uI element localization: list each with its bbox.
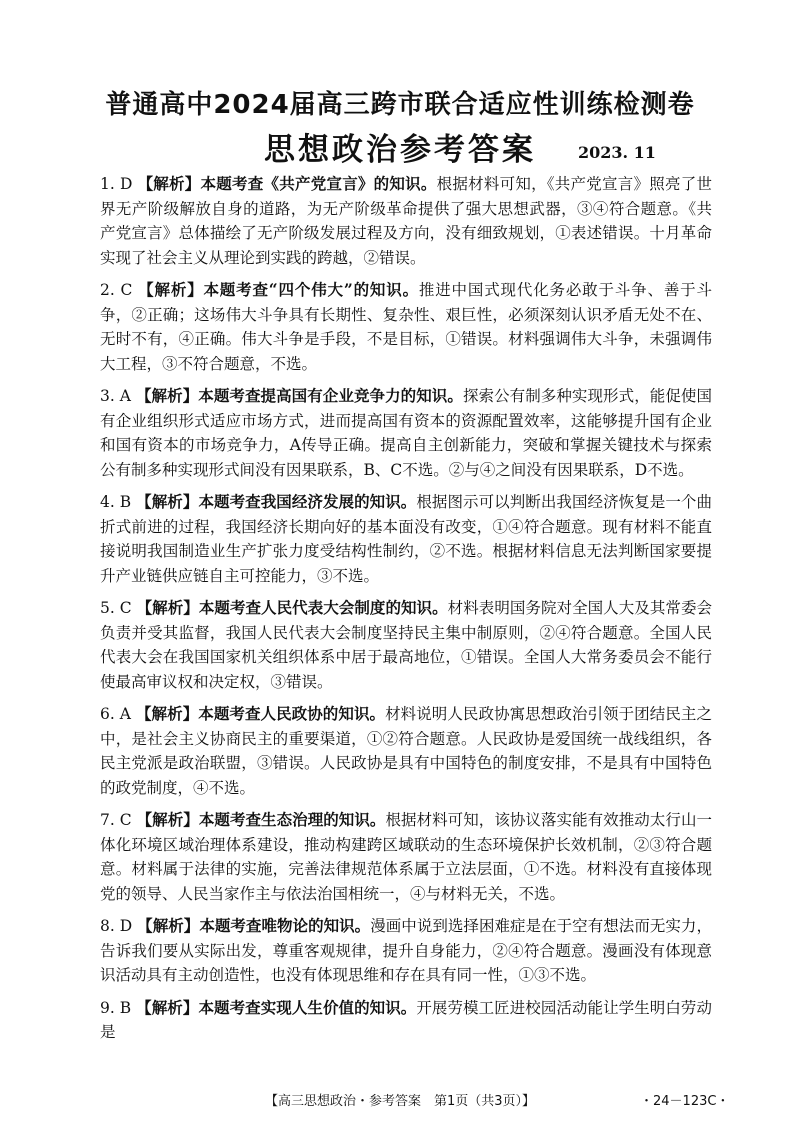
exam-title: 普通高中2024届高三跨市联合适应性训练检测卷: [105, 90, 695, 120]
analysis-tag: 【解析】: [137, 174, 201, 193]
document-title: 思想政治参考答案: [264, 132, 536, 168]
answer-topic: 本题考查人民政协的知识。: [198, 704, 386, 723]
answer-number: 3. A: [100, 387, 131, 405]
answer-body: 根据图示可以判断出我国经济恢复是一个曲折式前进的过程，我国经济长期向好的基本面没有改变，①④符合题意。现有材料不能直接说明我国制造业生产扩张力度受结构性制约，②不选。根据材料信息无法判断国家要提升产业链供应链自主可控能力，③不选。: [100, 493, 712, 585]
analysis-tag: 【解析】: [136, 598, 199, 617]
answer-number: 1. D: [100, 175, 133, 193]
answer-number: 2. C: [100, 281, 133, 299]
analysis-tag: 【解析】: [136, 997, 199, 1017]
answer-topic: 本题考查“四个伟大”的知识。: [203, 280, 419, 299]
answer-item: [100, 996, 712, 1045]
answer-topic: 本题考查唯物论的知识。: [199, 916, 371, 935]
answer-body: 根据材料可知，《共产党宣言》照亮了世界无产阶级解放自身的道路，为无产阶级革命提供了强大思想武器，③④符合题意。《共产党宣言》总体描绘了无产阶级发展过程及方向，没有细致规划，①表述错误。十月革命实现了社会主义从理论到实践的跨越，②错误。: [100, 175, 712, 267]
answer-item: [100, 490, 712, 588]
answer-topic: 本题考查生态治理的知识。: [198, 810, 386, 829]
analysis-tag: 【解析】: [136, 492, 199, 511]
answer-item: [100, 914, 712, 988]
answer-body: 探索公有制多种实现形式，能促使国有企业组织形式适应市场方式，进而提高国有资本的资源配置效率，这能够提升国有企业和国有资本的市场竞争力，A传导正确。提高自主创新能力，突破和掌握关键技术与探索公有制多种实现形式间没有因果联系，B、C不选。②与④之间没有因果联系，D不选。: [100, 387, 712, 479]
answer-body: 材料说明人民政协寓思想政治引领于团结民主之中，是社会主义协商民主的重要渠道，①②符合题意。人民政协是爱国统一战线组织，各民主党派是政治联盟，③错误。人民政协是具有中国特色的制度安排，不是具有中国特色的政党制度，④不选。: [100, 705, 712, 797]
answer-body: 根据材料可知，该协议落实能有效推动太行山一体化环境区域治理体系建设，推动构建跨区域联动的生态环境保护长效机制，②③符合题意。材料属于法律的实施，完善法律规范体系属于立法层面，①不选。材料没有直接体现党的领导、人民当家作主与依法治国相统一，④与材料无关，不选。: [100, 811, 712, 903]
answer-item: [100, 278, 712, 376]
analysis-tag: 【解析】: [135, 386, 199, 405]
analysis-tag: 【解析】: [135, 704, 199, 723]
answer-topic: 本题考查人民代表大会制度的知识。: [198, 598, 448, 617]
document-date: 2023. 11: [578, 143, 656, 162]
answer-item: [100, 172, 712, 270]
answer-number: 9. B: [100, 998, 132, 1017]
analysis-tag: 【解析】: [138, 280, 204, 299]
answer-number: 7. C: [100, 811, 132, 829]
answer-topic: 本题考查提高国有企业竞争力的知识。: [198, 386, 463, 405]
analysis-tag: 【解析】: [136, 810, 199, 829]
analysis-tag: 【解析】: [137, 916, 200, 935]
answer-list: [100, 172, 712, 1053]
answer-body: 材料表明国务院对全国人大及其常委会负责并受其监督，我国人民代表大会制度坚持民主集中制原则，②④符合题意。全国人民代表大会在我国国家机关组织体系中居于最高地位，①错误。全国人大常务委员会不能行使最高审议权和决定权，③错误。: [100, 599, 712, 691]
answer-topic: 本题考查《共产党宣言》的知识。: [200, 174, 437, 193]
answer-number: 8. D: [100, 917, 133, 935]
answer-body: 漫画中说到选择困难症是在于空有想法而无实力，告诉我们要从实际出发，尊重客观规律，提升自身能力，②④符合题意。漫画没有体现意识活动具有主动创造性，也没有体现思维和存在具有同一性，①③不选。: [100, 917, 712, 984]
answer-body: 推进中国式现代化务必敢于斗争、善于斗争，②正确；这场伟大斗争具有长期性、复杂性、艰巨性，必须深刻认识矛盾无处不在、无时不有，④正确。伟大斗争是手段，不是目标，①错误。材料强调伟大斗争，未强调伟大工程，③不符合题意，不选。: [100, 281, 712, 373]
answer-item: [100, 808, 712, 906]
answer-item: [100, 702, 712, 800]
answer-number: 4. B: [100, 493, 132, 511]
answer-topic: 本题考查实现人生价值的知识。: [198, 997, 417, 1017]
answer-item: [100, 596, 712, 694]
answer-body: 开展劳模工匠进校园活动能让学生明白劳动是: [100, 998, 712, 1041]
footer-page-info: 【高三思想政治・参考答案 第1页（共3页）】: [265, 1094, 536, 1109]
answer-topic: 本题考查我国经济发展的知识。: [198, 492, 417, 511]
answer-number: 5. C: [100, 599, 132, 617]
answer-item: [100, 384, 712, 482]
footer-code: ・24－123C・: [640, 1094, 730, 1109]
answer-number: 6. A: [100, 705, 131, 723]
